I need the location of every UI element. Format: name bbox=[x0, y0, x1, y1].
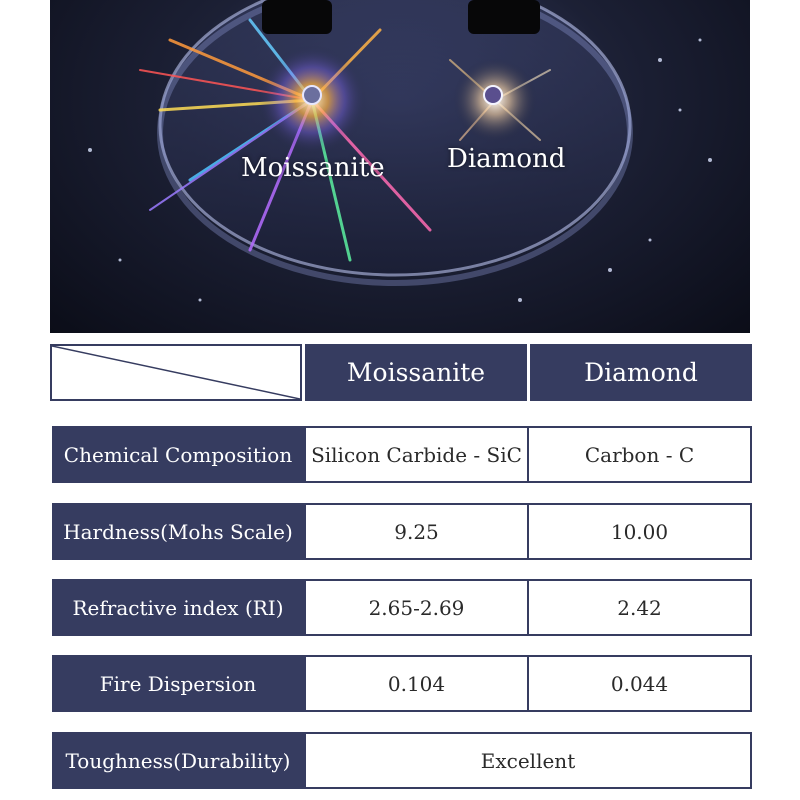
table-corner-cell bbox=[50, 344, 302, 401]
cell-moissanite-hardness: 9.25 bbox=[304, 503, 529, 560]
stand-right bbox=[468, 0, 540, 34]
diamond-stone bbox=[484, 86, 502, 104]
stand-left bbox=[262, 0, 332, 34]
photo-label-diamond: Diamond bbox=[447, 144, 566, 174]
cell-diamond-fire-dispersion: 0.044 bbox=[527, 655, 752, 712]
photo-label-moissanite: Moissanite bbox=[241, 153, 385, 183]
diagonal-divider bbox=[52, 346, 300, 399]
cell-diamond-chemical-composition: Carbon - C bbox=[527, 426, 752, 483]
row-label-hardness: Hardness(Mohs Scale) bbox=[52, 503, 304, 560]
row-label-fire-dispersion: Fire Dispersion bbox=[52, 655, 304, 712]
cell-moissanite-refractive-index: 2.65-2.69 bbox=[304, 579, 529, 636]
photo-scene bbox=[50, 0, 750, 333]
moissanite-stone bbox=[303, 86, 321, 104]
glass-platter bbox=[160, 0, 630, 275]
cell-moissanite-fire-dispersion: 0.104 bbox=[304, 655, 529, 712]
column-header-moissanite: Moissanite bbox=[305, 344, 527, 401]
cell-diamond-refractive-index: 2.42 bbox=[527, 579, 752, 636]
comparison-photo bbox=[50, 0, 750, 333]
column-header-diamond: Diamond bbox=[530, 344, 752, 401]
row-label-toughness: Toughness(Durability) bbox=[52, 732, 304, 789]
row-label-chemical-composition: Chemical Composition bbox=[52, 426, 304, 483]
cell-diamond-hardness: 10.00 bbox=[527, 503, 752, 560]
row-label-refractive-index: Refractive index (RI) bbox=[52, 579, 304, 636]
cell-toughness-shared: Excellent bbox=[304, 732, 752, 789]
cell-moissanite-chemical-composition: Silicon Carbide - SiC bbox=[304, 426, 529, 483]
